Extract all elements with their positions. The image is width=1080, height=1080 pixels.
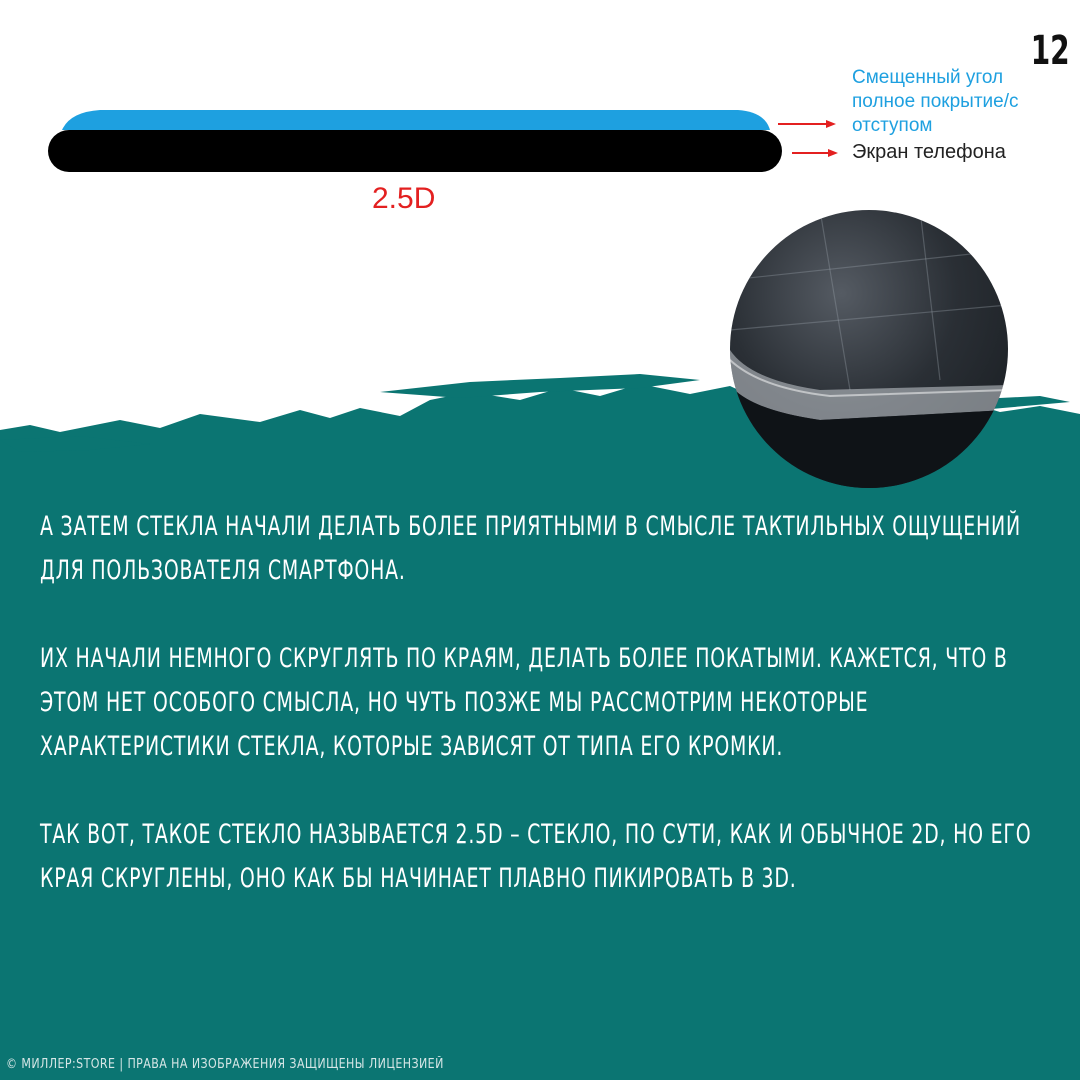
glass-label-line: отступом [852,115,933,136]
page-number: 12 [1031,28,1070,74]
glass-label-line: полное покрытие/с [852,91,1019,112]
phone-screen-bar [48,130,782,172]
glass-label [852,66,1018,138]
paragraph: ИХ НАЧАЛИ НЕМНОГО СКРУГЛЯТЬ ПО КРАЯМ, ДЕЛАТЬ БОЛЕЕ ПОКАТЫМИ. КАЖЕТСЯ, ЧТО В ЭТОМ НЕТ ОСОБОГО СМЫСЛА, НО ЧУТЬ ПОЗЖЕ МЫ РАССМОТРИМ НЕКОТОРЫЕ ХАРАКТЕРИСТИКИ СТЕКЛА, КОТОРЫЕ ЗАВИСЯТ ОТ ТИПА ЕГО КРОМКИ. [40,643,1008,762]
paragraph: ТАК ВОТ, ТАКОЕ СТЕКЛО НАЗЫВАЕТСЯ 2.5D – СТЕКЛО, ПО СУТИ, КАК И ОБЫЧНОЕ 2D, НО ЕГО КРАЯ СКРУГЛЕНЫ, ОНО КАК БЫ НАЧИНАЕТ ПЛАВНО ПИКИРОВАТЬ В 3D. [40,819,1032,894]
curved-glass-edge-photo [730,210,1008,488]
paragraph: А ЗАТЕМ СТЕКЛА НАЧАЛИ ДЕЛАТЬ БОЛЕЕ ПРИЯТНЫМИ В СМЫСЛЕ ТАКТИЛЬНЫХ ОЩУЩЕНИЙ ДЛЯ ПОЛЬЗОВАТЕЛЯ СМАРТФОНА. [40,511,1021,586]
copyright-footer: © МИЛЛЕР:STORE | ПРАВА НА ИЗОБРАЖЕНИЯ ЗАЩИЩЕНЫ ЛИЦЕНЗИЕЙ [6,1057,444,1072]
screen-arrow [792,149,838,157]
glass-label-line: Смещенный угол [852,67,1004,88]
screen-label: Экран телефона [852,141,1006,163]
type-label: 2.5D [372,182,436,215]
glass-arrow [778,120,836,128]
body-text [40,505,1060,945]
glass-layer [62,110,770,130]
